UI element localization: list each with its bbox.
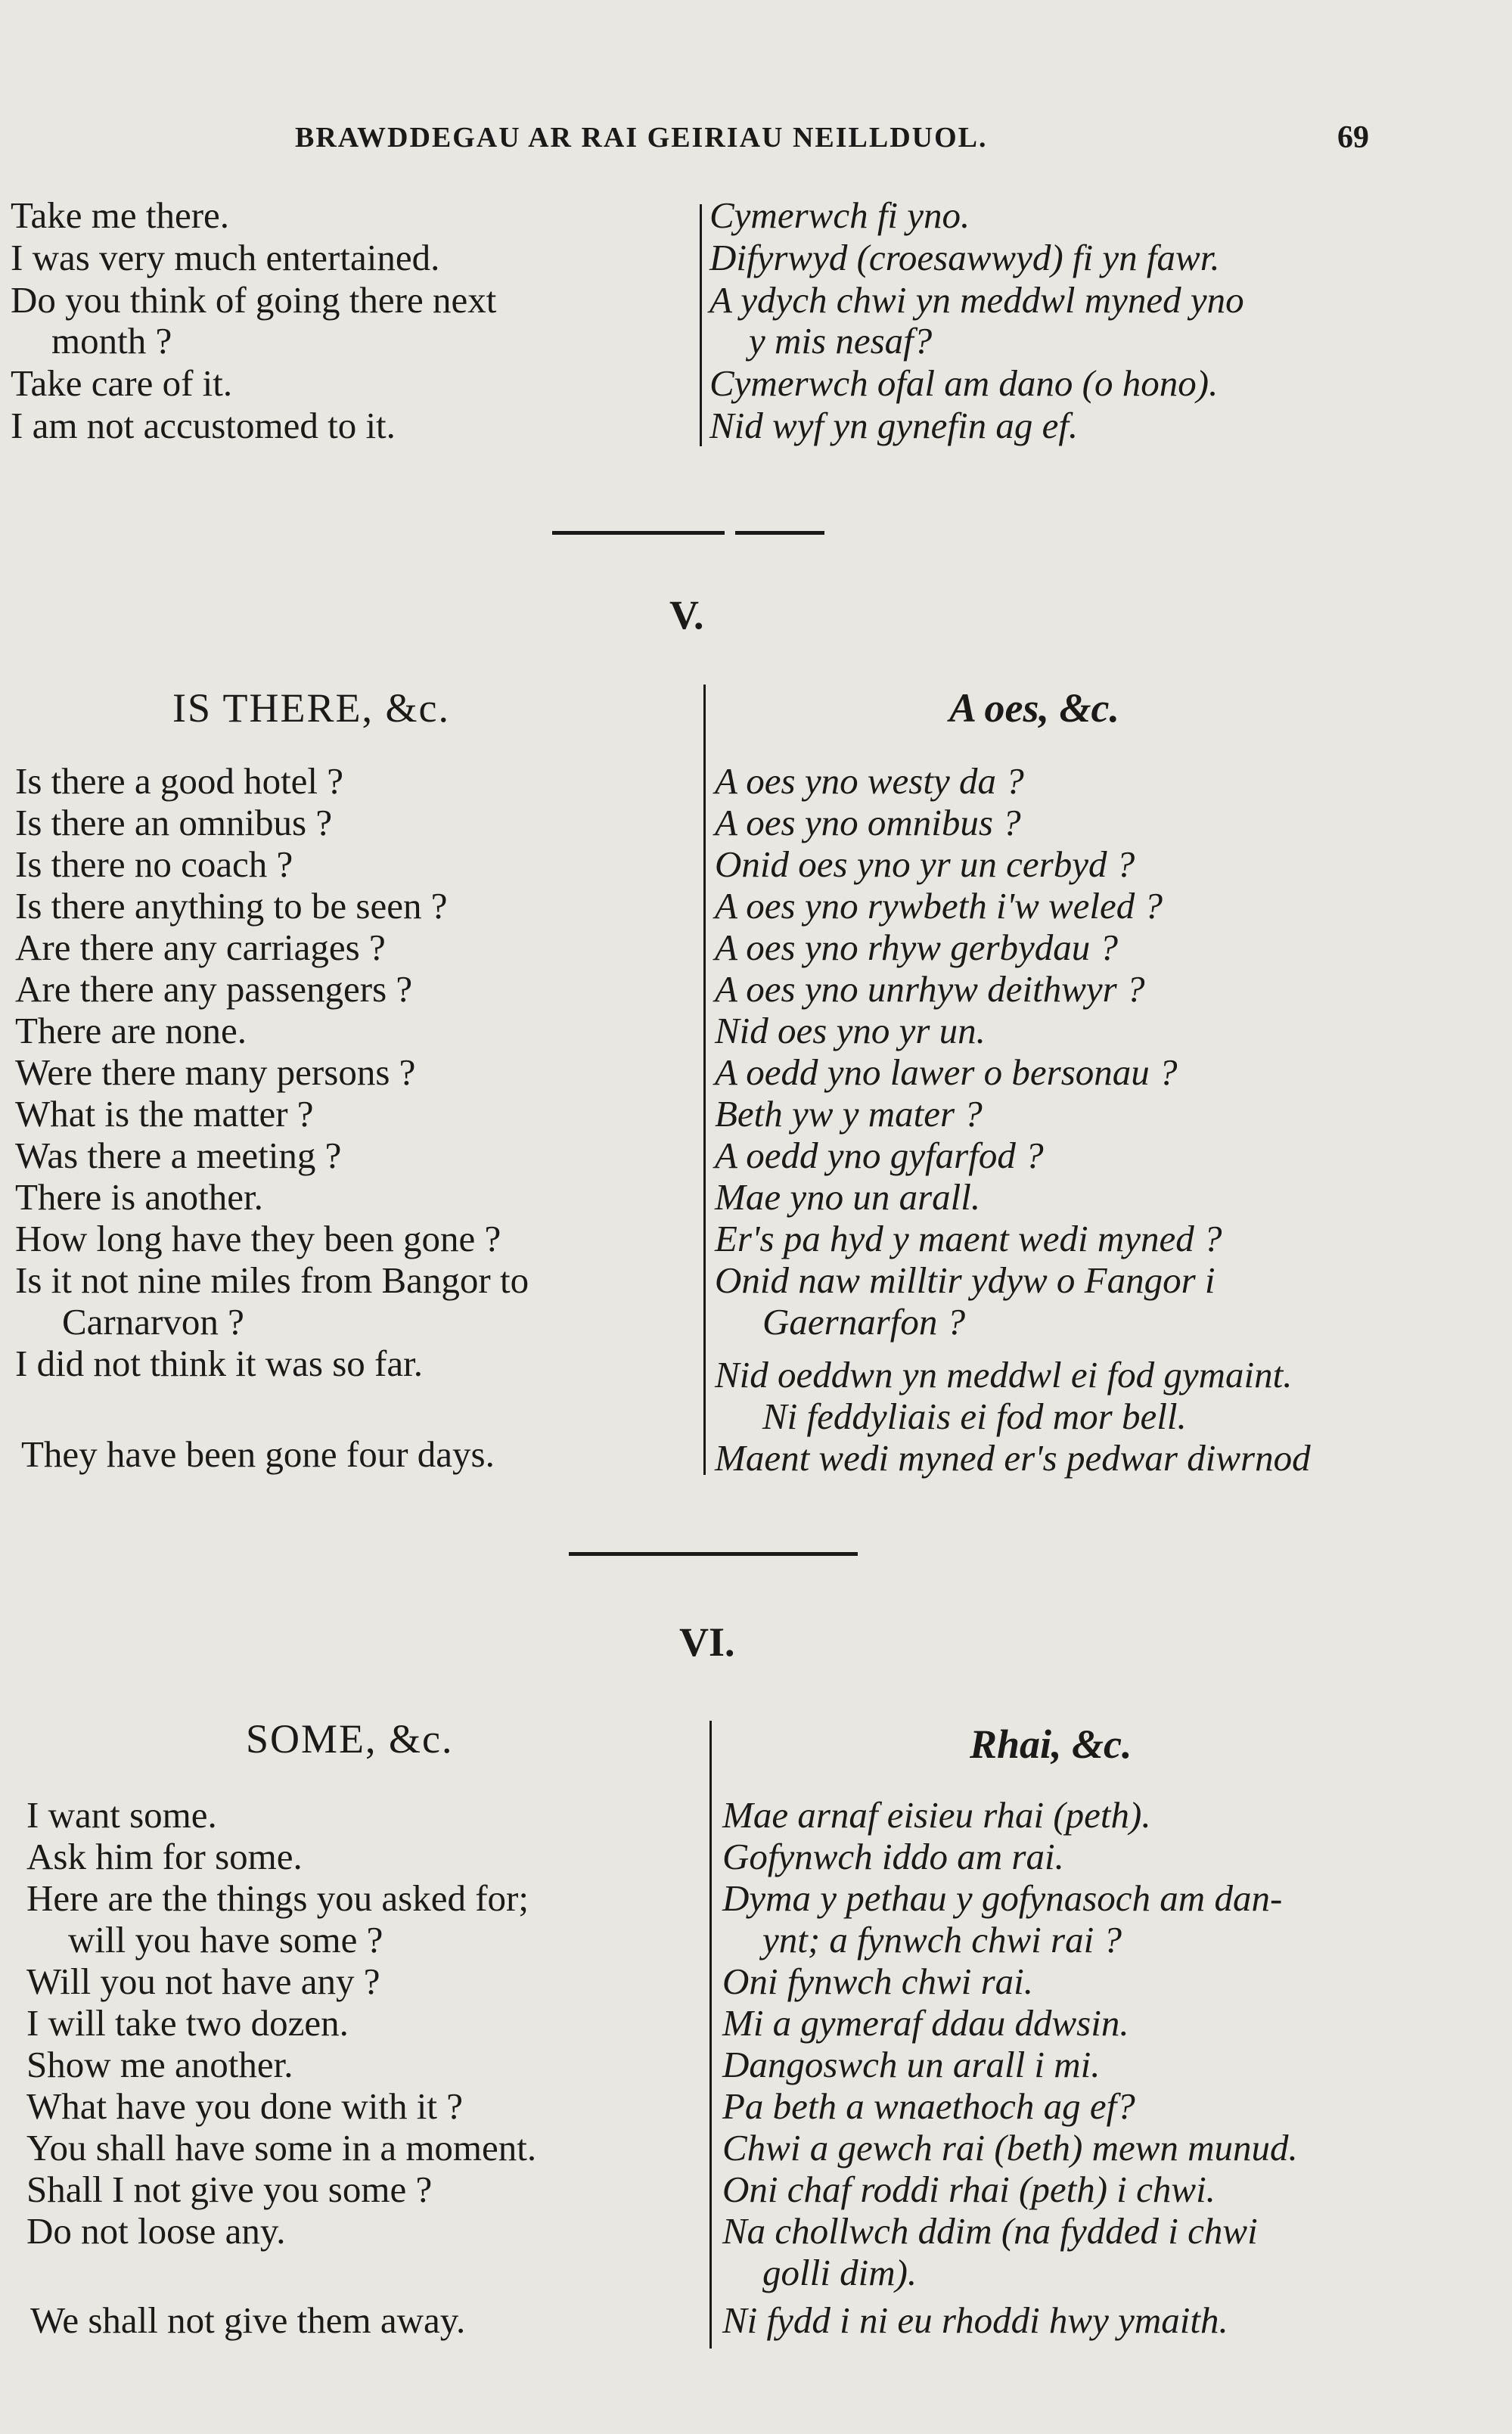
- welsh-line: Maent wedi myned er's pedwar diwrnod: [715, 1437, 1311, 1479]
- welsh-line: Gaernarfon ?: [762, 1301, 966, 1343]
- english-line: Are there any carriages ?: [15, 927, 386, 968]
- section-rule: [735, 531, 824, 535]
- welsh-line: A oes yno unrhyw deithwyr ?: [715, 968, 1145, 1010]
- column-heading-welsh: Rhai, &c.: [970, 1721, 1132, 1767]
- column-divider: [709, 1721, 712, 2349]
- welsh-line: Mae yno un arall.: [715, 1176, 981, 1218]
- english-line: Show me another.: [26, 2044, 293, 2085]
- english-line: What have you done with it ?: [26, 2085, 463, 2127]
- welsh-line: Difyrwyd (croesawwyd) fi yn fawr.: [709, 237, 1220, 278]
- welsh-line: Beth yw y mater ?: [715, 1093, 983, 1135]
- english-line: Do not loose any.: [26, 2210, 286, 2252]
- welsh-line: Gofynwch iddo am rai.: [722, 1836, 1064, 1877]
- welsh-line: Na chollwch ddim (na fydded i chwi: [722, 2210, 1258, 2252]
- welsh-line: A oedd yno lawer o bersonau ?: [715, 1051, 1178, 1093]
- welsh-line: golli dim).: [762, 2252, 917, 2293]
- column-heading-english: IS THERE, &c.: [172, 685, 450, 731]
- english-line: There is another.: [15, 1176, 263, 1218]
- english-line: Ask him for some.: [26, 1836, 303, 1877]
- english-line: We shall not give them away.: [30, 2299, 466, 2341]
- english-line: Take me there.: [11, 194, 230, 236]
- english-line: Was there a meeting ?: [15, 1135, 342, 1176]
- english-line: There are none.: [15, 1010, 247, 1051]
- english-line: Take care of it.: [11, 362, 233, 404]
- page-number: 69: [1337, 120, 1369, 155]
- welsh-line: A oes yno rywbeth i'w weled ?: [715, 885, 1163, 927]
- english-line: I was very much entertained.: [11, 237, 440, 278]
- english-line: Do you think of going there next: [11, 279, 497, 321]
- running-header: BRAWDDEGAU AR RAI GEIRIAU NEILLDUOL.: [295, 122, 988, 154]
- english-line: Were there many persons ?: [15, 1051, 416, 1093]
- english-line: How long have they been gone ?: [15, 1218, 501, 1259]
- english-line: will you have some ?: [68, 1919, 383, 1961]
- welsh-line: Nid oeddwn yn meddwl ei fod gymaint.: [715, 1354, 1293, 1396]
- section-rule: [552, 531, 725, 535]
- english-line: Is there no coach ?: [15, 843, 293, 885]
- section-number: V.: [669, 592, 704, 638]
- english-line: I will take two dozen.: [26, 2002, 349, 2044]
- english-line: Shall I not give you some ?: [26, 2169, 433, 2210]
- welsh-line: A oes yno rhyw gerbydau ?: [715, 927, 1119, 968]
- welsh-line: Ni feddyliais ei fod mor bell.: [762, 1396, 1187, 1437]
- welsh-line: Onid naw milltir ydyw o Fangor i: [715, 1259, 1215, 1301]
- column-divider: [700, 204, 702, 446]
- english-line: I am not accustomed to it.: [11, 405, 396, 446]
- welsh-line: A oes yno omnibus ?: [715, 802, 1021, 843]
- english-line: I did not think it was so far.: [15, 1343, 423, 1384]
- english-line: month ?: [51, 320, 172, 362]
- english-line: Is there anything to be seen ?: [15, 885, 448, 927]
- welsh-line: Onid oes yno yr un cerbyd ?: [715, 843, 1135, 885]
- english-line: What is the matter ?: [15, 1093, 314, 1135]
- welsh-line: A oedd yno gyfarfod ?: [715, 1135, 1044, 1176]
- column-divider: [703, 685, 706, 1475]
- english-line: Is there a good hotel ?: [15, 760, 344, 802]
- english-line: You shall have some in a moment.: [26, 2127, 537, 2169]
- english-line: Here are the things you asked for;: [26, 1877, 529, 1919]
- english-line: They have been gone four days.: [21, 1433, 495, 1475]
- welsh-line: Dyma y pethau y gofynasoch am dan-: [722, 1877, 1283, 1919]
- welsh-line: ynt; a fynwch chwi rai ?: [762, 1919, 1122, 1961]
- welsh-line: Pa beth a wnaethoch ag ef?: [722, 2085, 1135, 2127]
- welsh-line: Mi a gymeraf ddau ddwsin.: [722, 2002, 1129, 2044]
- welsh-line: Nid oes yno yr un.: [715, 1010, 986, 1051]
- english-line: Is it not nine miles from Bangor to: [15, 1259, 529, 1301]
- welsh-line: Ni fydd i ni eu rhoddi hwy ymaith.: [722, 2299, 1228, 2341]
- column-heading-english: SOME, &c.: [246, 1716, 454, 1762]
- welsh-line: Oni chaf roddi rhai (peth) i chwi.: [722, 2169, 1215, 2210]
- english-line: Carnarvon ?: [62, 1301, 244, 1343]
- welsh-line: Cymerwch fi yno.: [709, 194, 970, 236]
- english-line: Are there any passengers ?: [15, 968, 413, 1010]
- welsh-line: Oni fynwch chwi rai.: [722, 1961, 1034, 2002]
- welsh-line: A ydych chwi yn meddwl myned yno: [709, 279, 1244, 321]
- welsh-line: Cymerwch ofal am dano (o hono).: [709, 362, 1219, 404]
- english-line: Is there an omnibus ?: [15, 802, 333, 843]
- section-rule: [569, 1552, 858, 1556]
- welsh-line: A oes yno westy da ?: [715, 760, 1024, 802]
- welsh-line: y mis nesaf?: [749, 320, 933, 362]
- welsh-line: Nid wyf yn gynefin ag ef.: [709, 405, 1079, 446]
- english-line: I want some.: [26, 1794, 217, 1836]
- welsh-line: Chwi a gewch rai (beth) mewn munud.: [722, 2127, 1298, 2169]
- welsh-line: Er's pa hyd y maent wedi myned ?: [715, 1218, 1222, 1259]
- section-number: VI.: [679, 1619, 735, 1665]
- column-heading-welsh: A oes, &c.: [949, 685, 1119, 731]
- english-line: Will you not have any ?: [26, 1961, 380, 2002]
- welsh-line: Dangoswch un arall i mi.: [722, 2044, 1101, 2085]
- welsh-line: Mae arnaf eisieu rhai (peth).: [722, 1794, 1151, 1836]
